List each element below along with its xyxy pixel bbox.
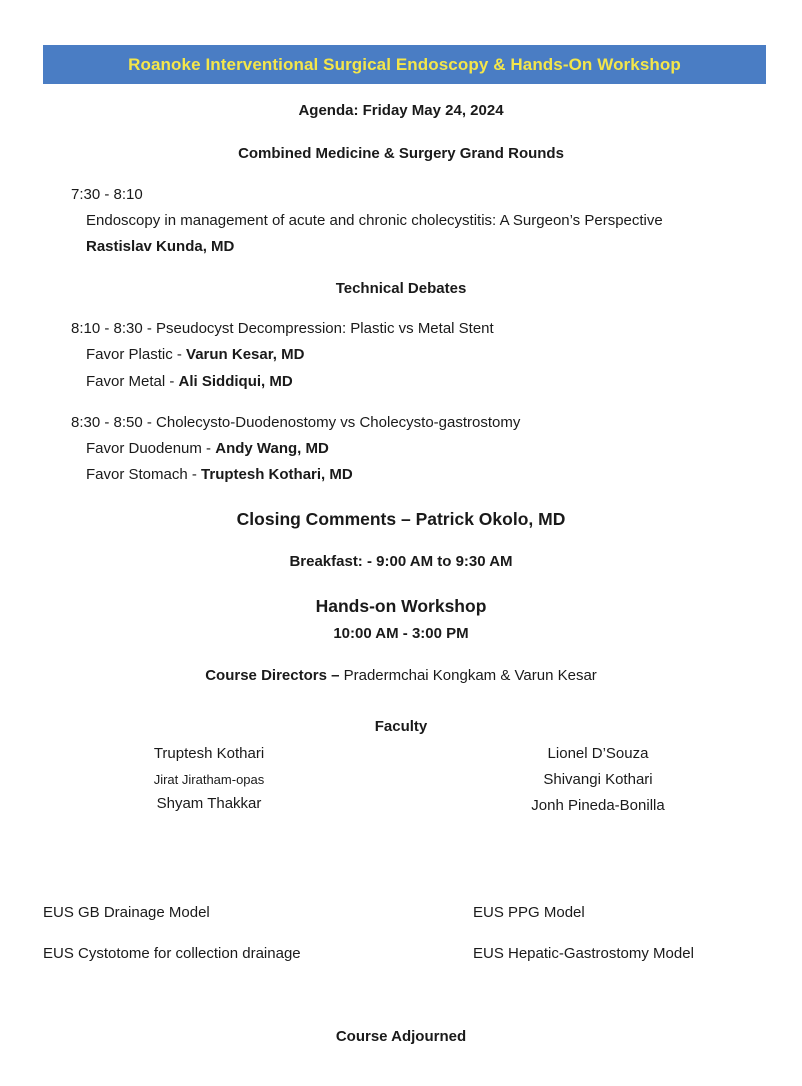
faculty-right-3: Jonh Pineda-Bonilla xyxy=(531,797,665,814)
model-left-1: EUS GB Drainage Model xyxy=(43,904,210,921)
grand-rounds-heading: Combined Medicine & Surgery Grand Rounds xyxy=(238,145,564,162)
debate-1-line: 8:10 - 8:30 - Pseudocyst Decompression: Plastic vs Metal Stent xyxy=(71,320,494,337)
position-label: Favor Duodenum - xyxy=(86,440,216,457)
grand-rounds-time: 7:30 - 8:10 xyxy=(71,186,143,203)
debate-2-position-duodenum xyxy=(86,440,329,457)
debate-2-position-stomach xyxy=(86,466,353,483)
position-label: Favor Metal - xyxy=(86,373,179,390)
model-left-2: EUS Cystotome for collection drainage xyxy=(43,945,301,962)
course-adjourned: Course Adjourned xyxy=(335,1028,467,1045)
breakfast-line: Breakfast: - 9:00 AM to 9:30 AM xyxy=(289,553,513,570)
banner-title: Roanoke Interventional Surgical Endoscopy & Hands-On Workshop xyxy=(128,54,681,74)
faculty-left-3: Shyam Thakkar xyxy=(156,795,262,812)
faculty-left-2: Jirat Jiratham-opas xyxy=(153,772,265,787)
course-directors-names: Pradermchai Kongkam & Varun Kesar xyxy=(339,667,597,684)
position-label: Favor Plastic - xyxy=(86,346,187,363)
position-speaker: Ali Siddiqui, MD xyxy=(178,373,293,390)
faculty-right-2: Shivangi Kothari xyxy=(543,771,653,788)
workshop-time: 10:00 AM - 3:00 PM xyxy=(333,625,469,642)
faculty-right-1: Lionel D’Souza xyxy=(547,745,649,762)
closing-comments: Closing Comments – Patrick Okolo, MD xyxy=(236,509,566,529)
course-directors xyxy=(0,667,802,684)
agenda-date: Agenda: Friday May 24, 2024 xyxy=(298,102,504,119)
grand-rounds-speaker: Rastislav Kunda, MD xyxy=(86,238,235,255)
debate-1-position-metal xyxy=(86,373,293,390)
workshop-heading: Hands-on Workshop xyxy=(315,596,487,616)
position-speaker: Varun Kesar, MD xyxy=(186,346,305,363)
header-banner xyxy=(43,45,766,84)
faculty-left-1: Truptesh Kothari xyxy=(153,745,265,762)
position-speaker: Andy Wang, MD xyxy=(215,440,329,457)
faculty-heading: Faculty xyxy=(374,718,428,735)
model-right-1: EUS PPG Model xyxy=(473,904,585,921)
course-directors-label: Course Directors – xyxy=(205,667,340,684)
model-right-2: EUS Hepatic-Gastrostomy Model xyxy=(473,945,694,962)
position-label: Favor Stomach - xyxy=(86,466,202,483)
position-speaker: Truptesh Kothari, MD xyxy=(201,466,353,483)
debate-2-line: 8:30 - 8:50 - Cholecysto-Duodenostomy vs Cholecysto-gastrostomy xyxy=(71,414,521,431)
debate-1-position-plastic xyxy=(86,346,304,363)
technical-debates-heading: Technical Debates xyxy=(335,280,467,297)
grand-rounds-topic: Endoscopy in management of acute and chronic cholecystitis: A Surgeon’s Perspective xyxy=(86,212,663,229)
